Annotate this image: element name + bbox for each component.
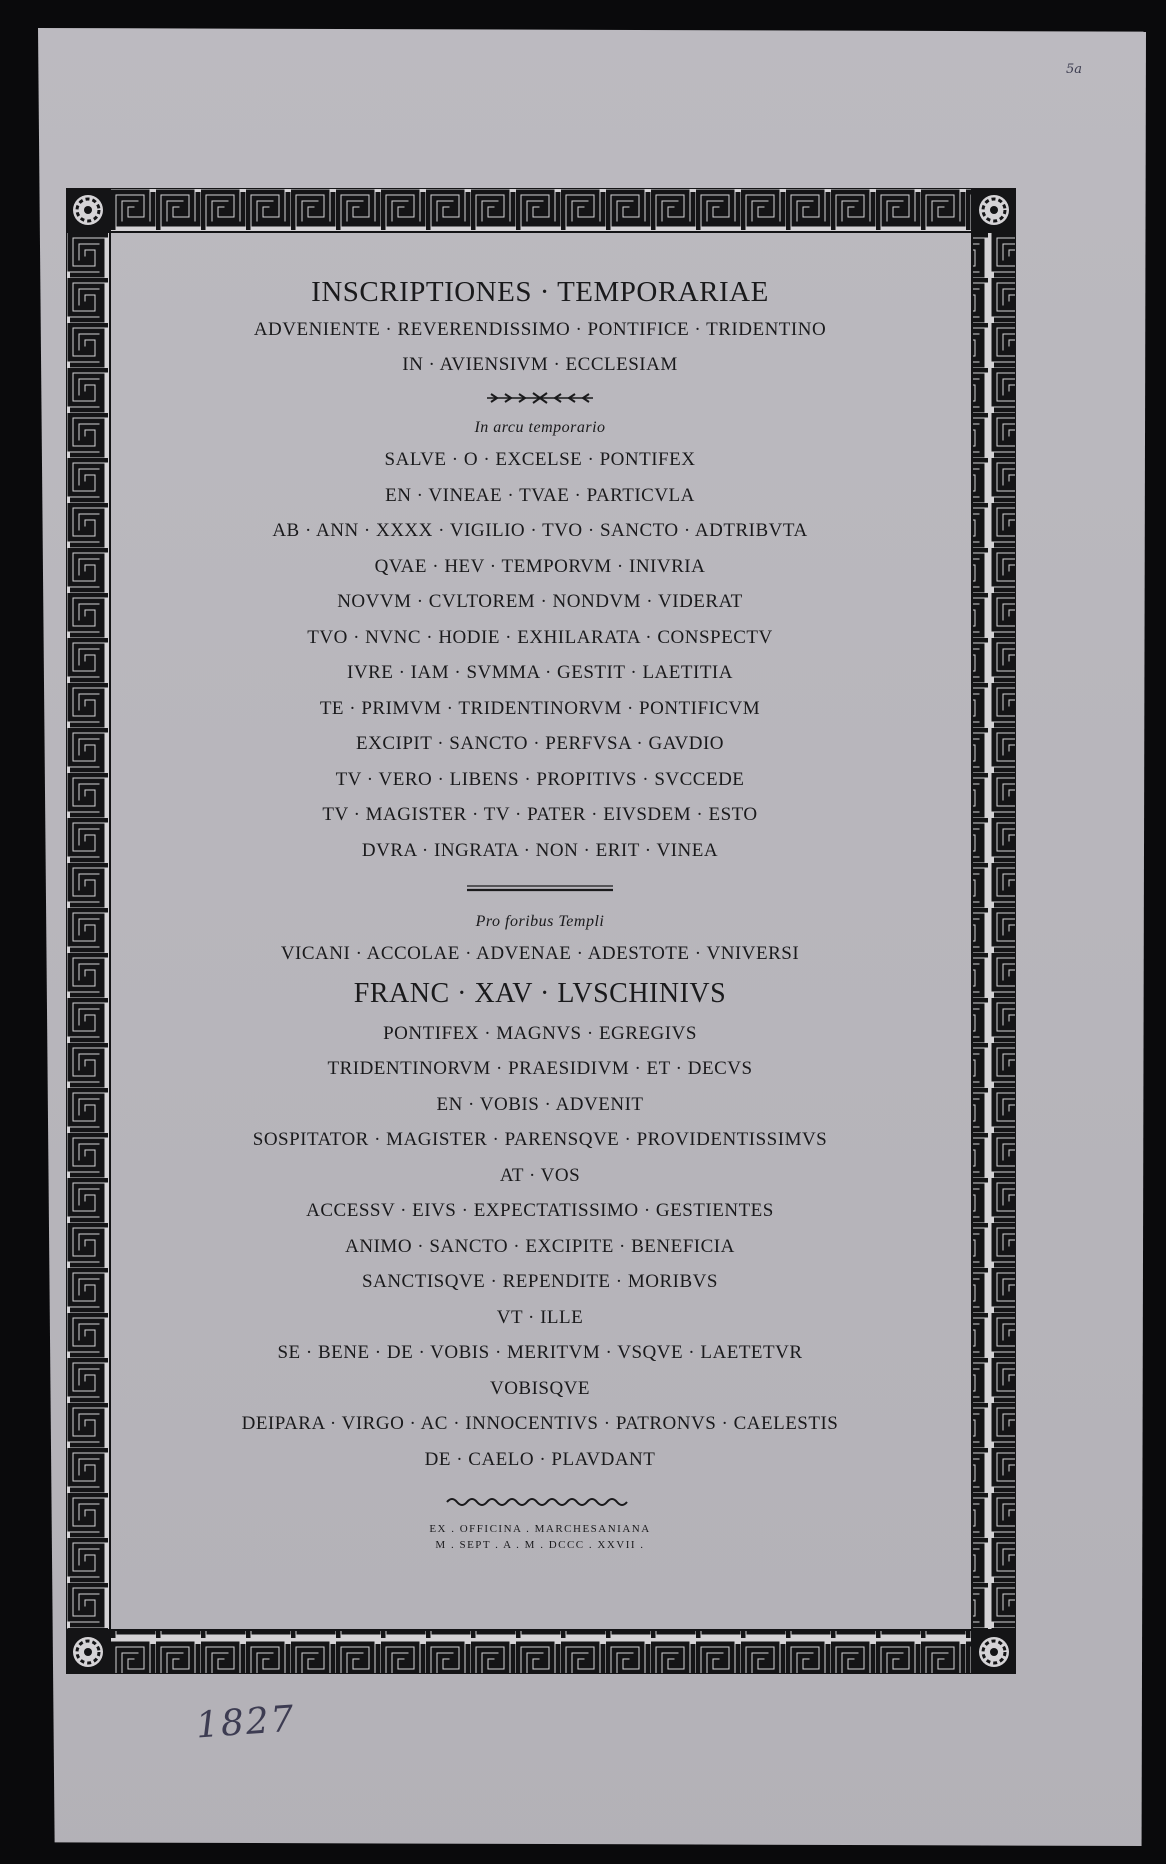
document-title: INSCRIPTIONES · TEMPORARIAE [311,276,769,308]
ornament-divider [150,382,930,414]
rosette-icon [66,188,110,232]
inscription-line: VICANI · ACCOLAE · ADVENAE · ADESTOTE · VNIVERSI [280,943,800,964]
bishop-name: FRANC · XAV · LVSCHINIVS [353,977,727,1009]
inscription-line: TE · PRIMVM · TRIDENTINORVM · PONTIFICVM [319,697,761,719]
inscription-line: IVRE · IAM · SVMMA · GESTIT · LAETITIA [347,662,733,683]
handwritten-year: 1827 [194,1698,297,1747]
inscription-line: ACCESSV · EIVS · EXPECTATISSIMO · GESTIENTES [306,1200,774,1221]
section-arch-inscription [150,442,930,868]
inscription-line: AB · ANN · XXXX · VIGILIO · TVO · SANCTO · ADTRIBVTA [272,520,808,541]
inscription-line: VT · ILLE [496,1306,584,1328]
inscription-line: DEIPARA · VIRGO · AC · INNOCENTIVS · PATRONVS · CAELESTIS [241,1413,839,1434]
heading-line: ADVENIENTE · REVERENDISSIMO · PONTIFICE · TRIDENTINO [253,319,827,340]
inscription-line: DVRA · INGRATA · NON · ERIT · VINEA [361,839,719,861]
inscription-line: NOVVM · CVLTOREM · NONDVM · VIDERAT [337,591,743,612]
inscription-line: EN · VINEAE · TVAE · PARTICVLA [385,484,695,506]
inscription-line: TVO · NVNC · HODIE · EXHILARATA · CONSPECTV [307,626,773,648]
imprint-line: EX . OFFICINA . MARCHESANIANA [429,1523,651,1535]
inscription-line: SALVE · O · EXCELSE · PONTIFEX [384,449,696,470]
inscription-text [150,272,930,1553]
inscription-line: PONTIFEX · MAGNVS · EGREGIVS [383,1022,697,1044]
section-door-inscription [150,1016,930,1478]
inscription-line: SE · BENE · DE · VOBIS · MERITVM · VSQVE · LAETETVR [277,1342,803,1363]
imprint-line: M . SEPT . A . M . DCCC . XXVII . [435,1539,645,1551]
rosette-icon [972,1630,1016,1674]
archive-corner-note: 5a [1066,62,1083,77]
section-caption: In arcu temporario [474,419,606,436]
double-rule-divider [150,868,930,908]
rosette-icon [66,1630,110,1674]
inscription-line: QVAE · HEV · TEMPORVM · INIVRIA [374,555,706,577]
inscription-line: EN · VOBIS · ADVENIT [436,1093,644,1115]
heading-line: IN · AVIENSIVM · ECCLESIAM [402,354,678,375]
wave-divider [150,1483,930,1521]
inscription-line: VOBISQVE [489,1377,591,1399]
inscription-line: TRIDENTINORVM · PRAESIDIVM · ET · DECVS [327,1058,753,1079]
inscription-line: TV · VERO · LIBENS · PROPITIVS · SVCCEDE [335,768,745,790]
section-caption: Pro foribus Templi [475,913,605,930]
inscription-line: EXCIPIT · SANCTO · PERFVSA · GAVDIO [356,733,724,754]
inscription-line: AT · VOS [499,1164,581,1186]
inscription-line: TV · MAGISTER · TV · PATER · EIVSDEM · ESTO [322,804,758,825]
inscription-line: ANIMO · SANCTO · EXCIPITE · BENEFICIA [345,1235,735,1257]
inscription-line: SANCTISQVE · REPENDITE · MORIBVS [362,1271,718,1292]
inscription-line: SOSPITATOR · MAGISTER · PARENSQVE · PROVIDENTISSIMVS [252,1129,828,1150]
inscription-line: DE · CAELO · PLAVDANT [424,1448,656,1470]
rosette-icon [972,188,1016,232]
